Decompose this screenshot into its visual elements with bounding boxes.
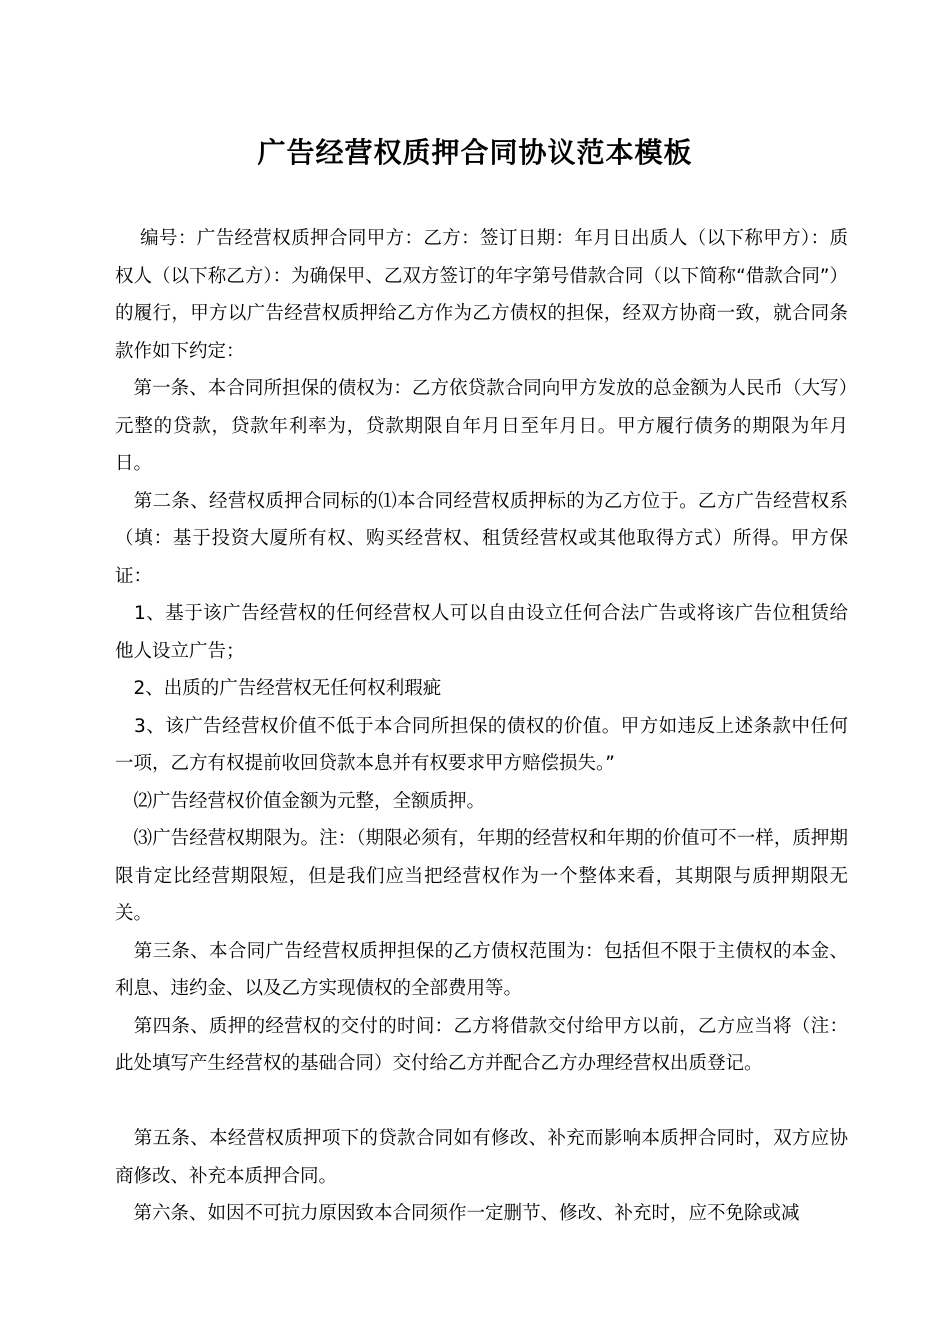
- paragraph-sub-2: ⑵广告经营权价值金额为元整，全额质押。: [115, 790, 486, 812]
- paragraph-sub-3: ⑶广告经营权期限为。注：（期限必须有，年期的经营权和年期的价值可不一样，质押期限肯定比经营期限短，但是我们应当把经营权作为一个整体来看，其期限与质押期限无关。: [115, 828, 848, 924]
- paragraph-article-6: 第六条、如因不可抗力原因致本合同须作一定删节、修改、补充时，应不免除或减: [115, 1203, 800, 1224]
- paragraph-preamble: 编号：广告经营权质押合同甲方：乙方：签订日期：年月日出质人（以下称甲方）：质权人（以下称乙方）：为确保甲、乙双方签订的年字第号借款合同（以下简称“借款合同”）的履行，甲方以广告经营权质押给乙方作为乙方债权的担保，经双方协商一致，就合同条款作如下约定：: [115, 228, 848, 362]
- paragraph-article-3: 第三条、本合同广告经营权质押担保的乙方债权范围为：包括但不限于主债权的本金、利息、违约金、以及乙方实现债权的全部费用等。: [115, 940, 848, 999]
- paragraph-item-1: 1、基于该广告经营权的任何经营权人可以自由设立任何合法广告或将该广告位租赁给他人设立广告；: [115, 603, 848, 662]
- paragraph-article-1: 第一条、本合同所担保的债权为：乙方依贷款合同向甲方发放的总金额为人民币（大写）元整的贷款，贷款年利率为，贷款期限自年月日至年月日。甲方履行债务的期限为年月日。: [115, 378, 848, 474]
- paragraph-item-3: 3、该广告经营权价值不低于本合同所担保的债权的价值。甲方如违反上述条款中任何一项，乙方有权提前收回贷款本息并有权要求甲方赔偿损失。”: [115, 715, 848, 774]
- document-body: [115, 220, 848, 1233]
- paragraph-article-5: 第五条、本经营权质押项下的贷款合同如有修改、补充而影响本质押合同时，双方应协商修改、补充本质押合同。: [115, 1128, 848, 1187]
- paragraph-item-2: 2、出质的广告经营权无任何权利瑕疵: [115, 678, 442, 699]
- document-title: 广告经营权质押合同协议范本模板: [257, 136, 693, 169]
- paragraph-spacer: [115, 1083, 848, 1121]
- paragraph-article-4: 第四条、质押的经营权的交付的时间：乙方将借款交付给甲方以前，乙方应当将（注：此处填写产生经营权的基础合同）交付给乙方并配合乙方办理经营权出质登记。: [115, 1015, 848, 1074]
- paragraph-article-2: 第二条、经营权质押合同标的⑴本合同经营权质押标的为乙方位于。乙方广告经营权系（填：基于投资大厦所有权、购买经营权、租赁经营权或其他取得方式）所得。甲方保证：: [115, 490, 848, 587]
